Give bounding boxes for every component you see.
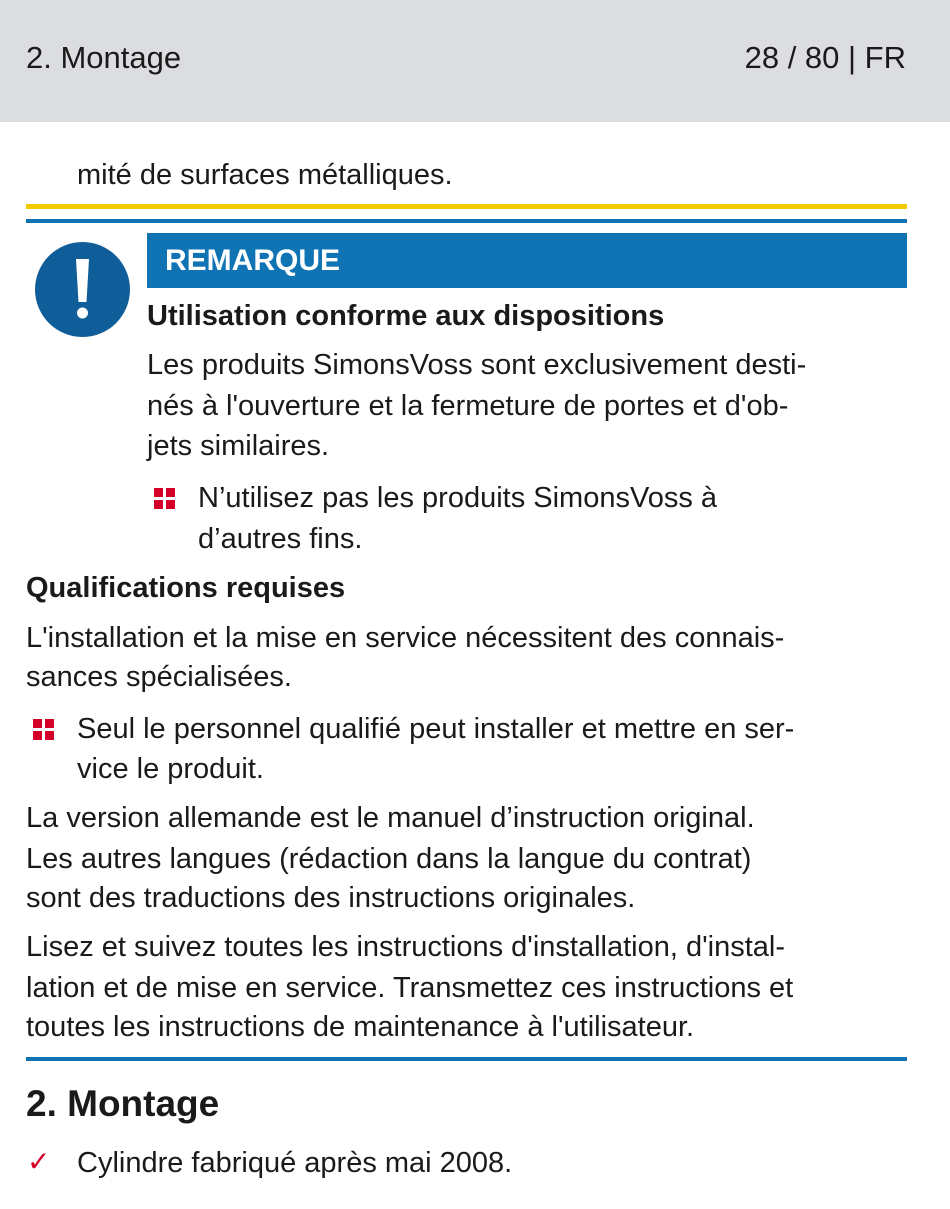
- exclamation-icon: [35, 242, 130, 337]
- notice-body-line: jets similaires.: [147, 430, 330, 462]
- red-square-bullet-icon: [154, 488, 176, 510]
- qualifications-bullet-text: vice le produit.: [77, 753, 264, 785]
- checkmark-icon: ✓: [27, 1146, 51, 1177]
- instructions-paragraph-line: Lisez et suivez toutes les instructions d'installation, d'instal-: [26, 931, 785, 963]
- notice-body-line: nés à l'ouverture et la fermeture de portes et d'ob-: [147, 390, 789, 422]
- qualifications-body-line: L'installation et la mise en service nécessitent des connais-: [26, 622, 785, 654]
- instructions-paragraph-line: toutes les instructions de maintenance à l'utilisateur.: [26, 1011, 695, 1043]
- version-paragraph-line: La version allemande est le manuel d’instruction original.: [26, 802, 755, 834]
- header-page-number: 28 / 80 | FR: [744, 40, 906, 75]
- qualifications-title: Qualifications requises: [26, 572, 346, 604]
- version-paragraph-line: sont des traductions des instructions originales.: [26, 882, 636, 914]
- notice-bullet-text: d’autres fins.: [198, 523, 363, 555]
- qualifications-body-line: sances spécialisées.: [26, 661, 292, 693]
- check-item-text: Cylindre fabriqué après mai 2008.: [77, 1147, 513, 1179]
- notice-bottom-divider: [26, 1057, 907, 1061]
- qualifications-bullet-text: Seul le personnel qualifié peut installer et mettre en ser-: [77, 713, 795, 745]
- red-square-bullet-icon: [33, 719, 55, 741]
- notice-bullet-text: N’utilisez pas les produits SimonsVoss à: [198, 482, 718, 514]
- notice-label: REMARQUE: [147, 233, 907, 288]
- notice-body-line: Les produits SimonsVoss sont exclusivement desti-: [147, 349, 807, 381]
- notice-top-divider: [26, 219, 907, 223]
- intro-line: mité de surfaces métalliques.: [77, 159, 453, 191]
- page-header: [0, 0, 950, 122]
- header-section-title: 2. Montage: [26, 40, 182, 75]
- version-paragraph-line: Les autres langues (rédaction dans la langue du contrat): [26, 843, 752, 875]
- yellow-divider: [26, 204, 907, 209]
- section-heading: 2. Montage: [26, 1083, 220, 1124]
- notice-title: Utilisation conforme aux dispositions: [147, 300, 665, 332]
- instructions-paragraph-line: lation et de mise en service. Transmettez ces instructions et: [26, 972, 794, 1004]
